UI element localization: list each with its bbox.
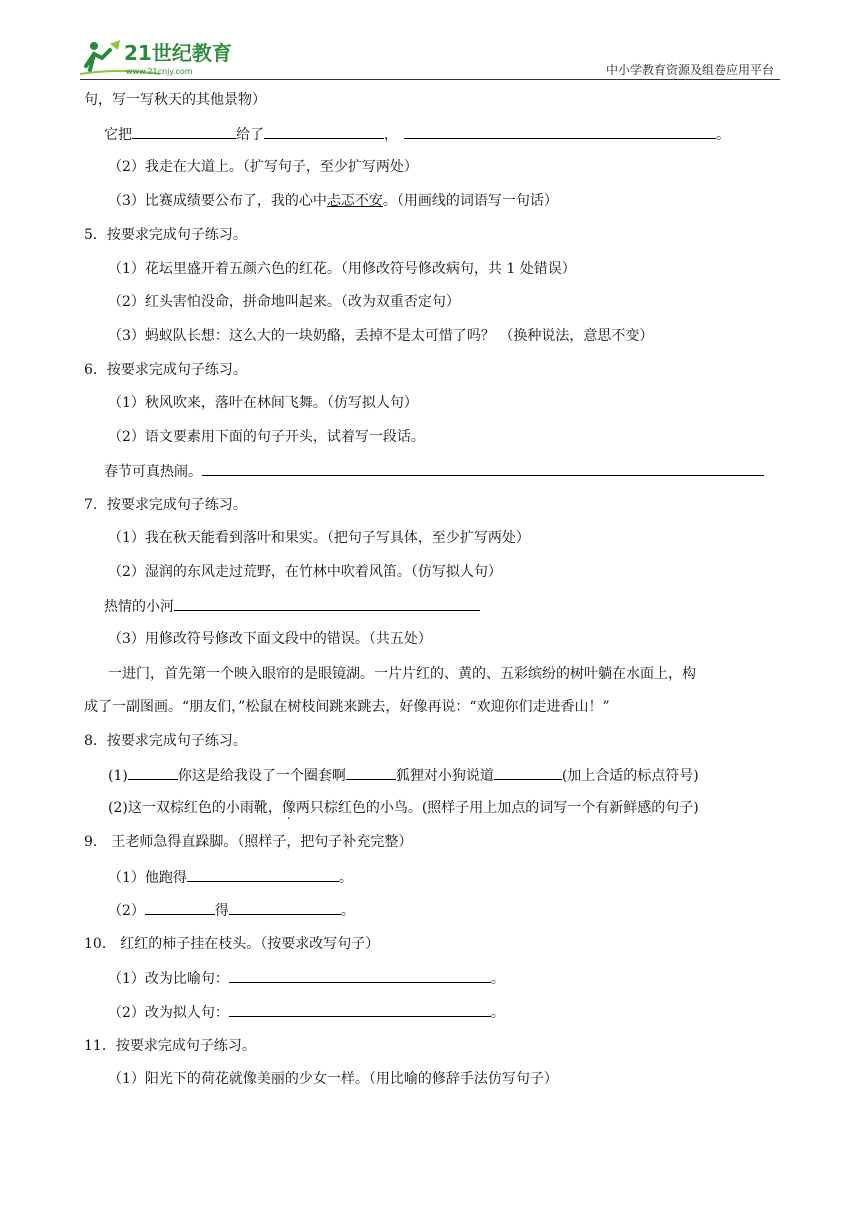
question-item	[84, 968, 780, 989]
blank	[346, 765, 396, 780]
text: （1）改为比喻句：	[108, 971, 229, 987]
text: （2）改为拟人句：	[108, 1005, 229, 1021]
text: (1)	[108, 768, 128, 784]
question-item: （2）语文要素用下面的句子开头，试着写一段话。	[108, 429, 425, 445]
text: 热情的小河	[104, 599, 174, 615]
text: 给了	[236, 127, 264, 143]
fill-line-river	[84, 596, 780, 617]
blank	[229, 1002, 491, 1017]
text: （2）	[108, 903, 145, 919]
text: 你这是给我设了一个圈套啊	[177, 768, 346, 784]
question-item: （1）我在秋天能看到落叶和果实。（把句子写具体，至少扩写两处）	[108, 530, 530, 546]
question-title: 9． 王老师急得直跺脚。（照样子，把句子补充完整）	[84, 834, 413, 850]
question-title: 8．按要求完成句子练习。	[84, 733, 247, 749]
question-item: （2）我走在大道上。（扩写句子，至少扩写两处）	[108, 159, 418, 175]
header-divider	[80, 79, 780, 80]
question-title: 7．按要求完成句子练习。	[84, 497, 247, 513]
passage-line: 成了一副图画。“朋友们，”松鼠在树枝间跳来跳去，好像再说：“欢迎你们走进香山！”	[84, 699, 610, 715]
continued-line: 句，写一写秋天的其他景物）	[84, 92, 266, 108]
blank	[202, 461, 764, 476]
question-item: （1）阳光下的荷花就像美丽的少女一样。（用比喻的修辞手法仿写句子）	[108, 1071, 558, 1087]
svg-text:www.21cnjy.com: www.21cnjy.com	[126, 67, 193, 76]
blank	[229, 900, 341, 915]
text: （3）比赛成绩要公布了，我的心中	[108, 193, 327, 209]
text: （1）他跑得	[108, 870, 187, 886]
blank	[187, 867, 339, 882]
underlined-word: 忐忑不安	[326, 193, 383, 209]
text: (加上合适的标点符号)	[561, 768, 699, 784]
question-title: 11．按要求完成句子练习。	[84, 1038, 256, 1054]
question-title: 10． 红红的柿子挂在枝头。（按要求改写句子）	[84, 936, 380, 952]
question-item	[84, 900, 780, 921]
text: 。（用画线的词语写一句话）	[382, 193, 558, 209]
question-item: （1）花坛里盛开着五颜六色的红花。（用修改符号修改病句，共 1 处错误）	[108, 261, 576, 277]
text: 它把	[104, 127, 132, 143]
blank	[264, 124, 384, 139]
fill-line-festival	[84, 461, 780, 482]
blank	[174, 596, 480, 611]
text: 。	[490, 971, 505, 987]
passage-line: 一进门，首先第一个映入眼帘的是眼镜湖。一片片红的、黄的、五彩缤纷的树叶躺在水面上，构	[108, 666, 696, 682]
text: 两只棕红色的小鸟。(照样子用上加点的词写一个有新鲜感的句子)	[295, 800, 699, 816]
text: 。	[338, 870, 353, 886]
text: ，	[384, 127, 398, 143]
blank	[145, 900, 215, 915]
blank	[132, 124, 236, 139]
text: (2)这一双棕红色的小雨靴	[108, 800, 268, 816]
text: 春节可真热闹。	[104, 464, 202, 480]
question-item: （2）红头害怕没命，拼命地叫起来。（改为双重否定句）	[108, 294, 460, 310]
fill-line-give	[84, 124, 780, 145]
text: 。	[340, 903, 355, 919]
text: 狐狸对小狗说道	[395, 768, 494, 784]
blank	[494, 765, 562, 780]
dotted-word: 像	[281, 800, 296, 816]
logo	[80, 38, 240, 78]
question-item	[84, 798, 780, 818]
blank	[229, 968, 491, 983]
text: 。	[716, 127, 730, 143]
question-title: 5．按要求完成句子练习。	[84, 227, 247, 243]
question-item	[84, 765, 780, 786]
question-title: 6．按要求完成句子练习。	[84, 362, 247, 378]
blank	[128, 765, 178, 780]
question-item	[84, 191, 780, 211]
question-item: （3）用修改符号修改下面文段中的错误。（共五处）	[108, 631, 432, 647]
svg-text:21世纪教育: 21世纪教育	[124, 41, 232, 65]
blank	[404, 124, 716, 139]
text: 得	[214, 903, 229, 919]
question-item	[84, 867, 780, 888]
runner-logo-icon	[80, 38, 240, 78]
question-item	[84, 1002, 780, 1023]
text: ，	[267, 800, 282, 816]
question-item: （3）蚂蚁队长想：这么大的一块奶酪，丢掉不是太可惜了吗？ （换种说法，意思不变）	[108, 328, 654, 344]
question-item: （2）湿润的东风走过荒野，在竹林中吹着风笛。（仿写拟人句）	[108, 564, 502, 580]
text: 。	[490, 1005, 505, 1021]
question-item: （1）秋风吹来，落叶在林间飞舞。（仿写拟人句）	[108, 395, 418, 411]
platform-name: 中小学教育资源及组卷应用平台	[605, 63, 774, 77]
